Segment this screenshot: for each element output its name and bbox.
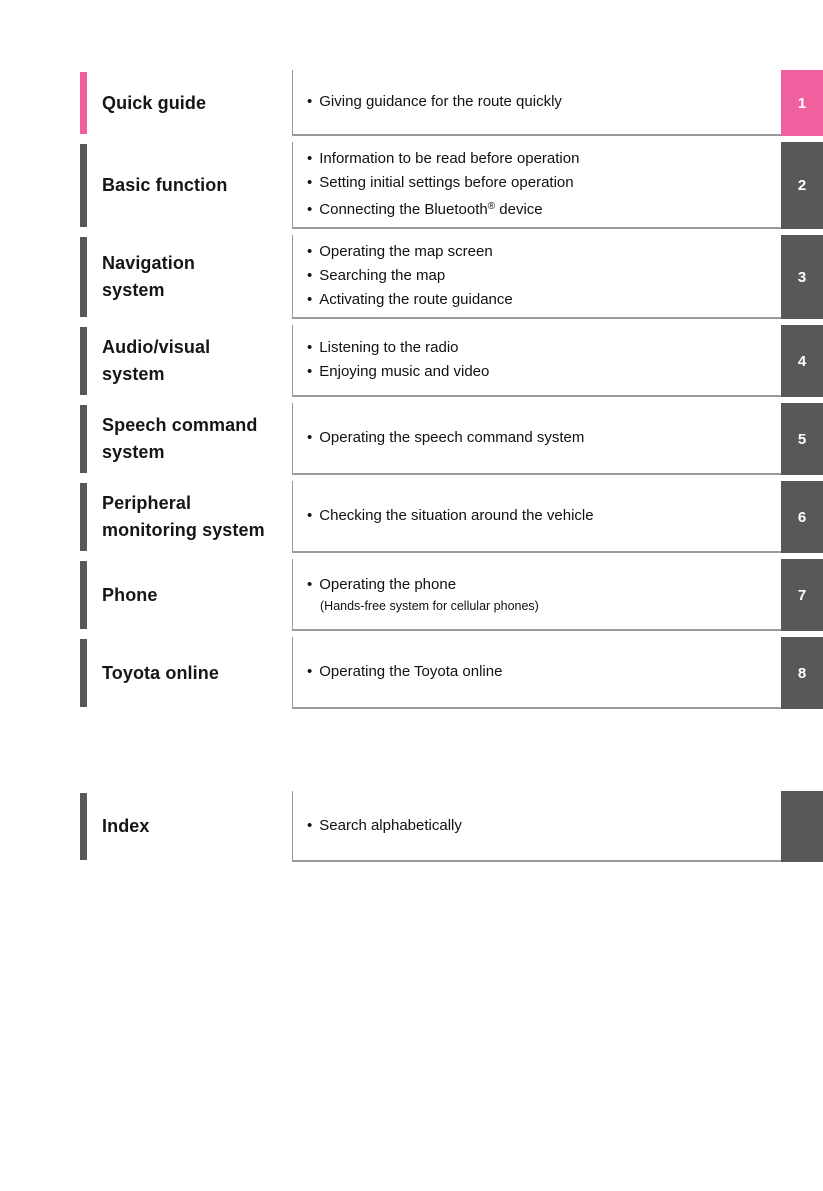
- bullet-icon: •: [307, 267, 313, 284]
- section-accent-bar: [80, 639, 87, 707]
- chapter-tab-number: 6: [797, 508, 807, 526]
- toc-row-peripheral-monitoring-system: [0, 481, 823, 553]
- bullet-item: [307, 660, 773, 684]
- section-accent-bar: [80, 144, 87, 227]
- bullet-item: [307, 264, 773, 288]
- section-title-line: Index: [102, 816, 150, 836]
- section-accent-bar: [80, 483, 87, 551]
- toc-row-phone: [0, 559, 823, 631]
- section-accent-bar: [80, 72, 87, 134]
- toc-row-speech-command-system: [0, 403, 823, 475]
- toc-row-quick-guide: [0, 70, 823, 136]
- bullet-subnote: (Hands-free system for cellular phones): [320, 598, 539, 613]
- bullet-icon: •: [307, 429, 313, 446]
- chapter-tab-3: [781, 235, 823, 319]
- bullet-text: Operating the map screen: [319, 243, 493, 260]
- bullet-icon: •: [307, 201, 313, 218]
- bullet-icon: •: [307, 291, 313, 308]
- bullet-icon: •: [307, 93, 313, 110]
- accent-bar-column: [0, 235, 87, 319]
- toc-row-basic-function: [0, 142, 823, 229]
- section-title-phone: [87, 559, 292, 631]
- chapter-tab-number: 2: [797, 177, 807, 194]
- bullet-text: Operating the phone: [319, 575, 457, 593]
- section-title-line: Audio/visual: [102, 337, 211, 357]
- section-title-speech-command-system: [87, 403, 292, 475]
- accent-bar-column: [0, 70, 87, 136]
- bullet-icon: •: [307, 663, 313, 680]
- chapter-tab-7: [781, 559, 823, 631]
- bullet-icon: •: [307, 243, 313, 260]
- bullet-icon: •: [307, 150, 313, 167]
- chapter-tab-6: [781, 481, 823, 553]
- bullet-item: [307, 504, 773, 528]
- accent-bar-column: [0, 559, 87, 631]
- bullet-text: Listening to the radio: [319, 339, 459, 356]
- section-description-box: [292, 403, 781, 475]
- chapter-tab-1: [781, 70, 823, 136]
- bullet-item: [307, 90, 773, 114]
- bullet-icon: •: [307, 174, 313, 191]
- section-title-line: monitoring system: [102, 520, 265, 540]
- toc-row-audio-visual-system: [0, 325, 823, 397]
- section-description-box: [292, 637, 781, 709]
- section-title-line: system: [102, 280, 165, 300]
- section-title-line: system: [102, 442, 165, 462]
- section-title-line: Basic function: [102, 175, 228, 195]
- bullet-text: Operating the Toyota online: [319, 663, 503, 680]
- section-description-box: [292, 325, 781, 397]
- section-title-quick-guide: [87, 70, 292, 136]
- bullet-text: Enjoying music and video: [319, 363, 490, 380]
- section-title-line: system: [102, 364, 165, 384]
- section-accent-bar: [80, 237, 87, 317]
- bullet-text: Giving guidance for the route quickly: [319, 93, 562, 110]
- bullet-icon: •: [307, 507, 313, 524]
- bullet-item: [307, 426, 773, 450]
- bullet-icon: •: [307, 575, 313, 593]
- section-description-box: [292, 481, 781, 553]
- bullet-text: Setting initial settings before operation: [319, 174, 574, 191]
- bullet-text-continued: device: [495, 201, 543, 218]
- chapter-tab-number: 4: [797, 352, 807, 370]
- chapter-tab-number: 7: [797, 586, 807, 604]
- bullet-text: Information to be read before operation: [319, 150, 580, 167]
- accent-bar-column: [0, 481, 87, 553]
- accent-bar-column: [0, 637, 87, 709]
- section-description-box: [292, 235, 781, 319]
- section-description-box: [292, 559, 781, 631]
- section-accent-bar: [80, 561, 87, 629]
- registered-trademark-symbol: ®: [487, 201, 496, 212]
- accent-bar-column: [0, 325, 87, 397]
- toc-row-navigation-system: [0, 235, 823, 319]
- section-title-line: Peripheral: [102, 493, 192, 513]
- section-title-line: Speech command: [102, 415, 258, 435]
- chapter-tab-number: 3: [797, 268, 807, 286]
- bullet-text: Searching the map: [319, 267, 446, 284]
- section-title-line: Navigation: [102, 253, 196, 273]
- section-title-line: Phone: [102, 584, 158, 605]
- section-title-line: Quick guide: [102, 92, 207, 113]
- section-description-box: [292, 70, 781, 136]
- bullet-item: [307, 360, 773, 384]
- section-title-toyota-online: [87, 637, 292, 709]
- accent-bar-column: [0, 142, 87, 229]
- section-accent-bar: [80, 405, 87, 473]
- bullet-text: Checking the situation around the vehicle: [319, 507, 594, 524]
- toc-row-index: [0, 791, 823, 862]
- bullet-icon: •: [307, 339, 313, 356]
- bullet-item: [307, 573, 773, 597]
- bullet-icon: •: [307, 363, 313, 380]
- bullet-text: Activating the route guidance: [319, 291, 513, 308]
- section-title-peripheral-monitoring-system: [87, 481, 292, 553]
- accent-bar-column: [0, 791, 87, 862]
- section-description-box: [292, 791, 781, 862]
- bullet-icon: •: [307, 816, 313, 834]
- bullet-item: [307, 171, 773, 195]
- chapter-tab-5: [781, 403, 823, 475]
- accent-bar-column: [0, 403, 87, 475]
- toc-row-toyota-online: [0, 637, 823, 709]
- chapter-tab-4: [781, 325, 823, 397]
- bullet-text: Connecting the Bluetooth: [319, 201, 488, 218]
- chapter-tab-2: [781, 142, 823, 229]
- section-accent-bar: [80, 327, 87, 395]
- table-of-contents: [0, 70, 823, 868]
- bullet-text: Search alphabetically: [319, 816, 462, 834]
- bullet-item: [307, 195, 773, 222]
- chapter-tab-index: [781, 791, 823, 862]
- bullet-item: [307, 147, 773, 171]
- bullet-text: Operating the speech command system: [319, 429, 585, 446]
- bullet-item: [307, 240, 773, 264]
- section-title-index: [87, 791, 292, 862]
- chapter-tab-number: 5: [797, 430, 807, 448]
- bullet-item: [307, 814, 773, 838]
- chapter-tab-8: [781, 637, 823, 709]
- section-title-navigation-system: [87, 235, 292, 319]
- chapter-tab-number: 1: [797, 94, 807, 112]
- section-accent-bar: [80, 793, 87, 860]
- chapter-tab-number: 8: [797, 664, 807, 682]
- bullet-item: [307, 336, 773, 360]
- section-title-basic-function: [87, 142, 292, 229]
- section-title-line: Toyota online: [102, 662, 219, 683]
- section-description-box: [292, 142, 781, 229]
- section-title-audio-visual-system: [87, 325, 292, 397]
- bullet-item: [307, 288, 773, 312]
